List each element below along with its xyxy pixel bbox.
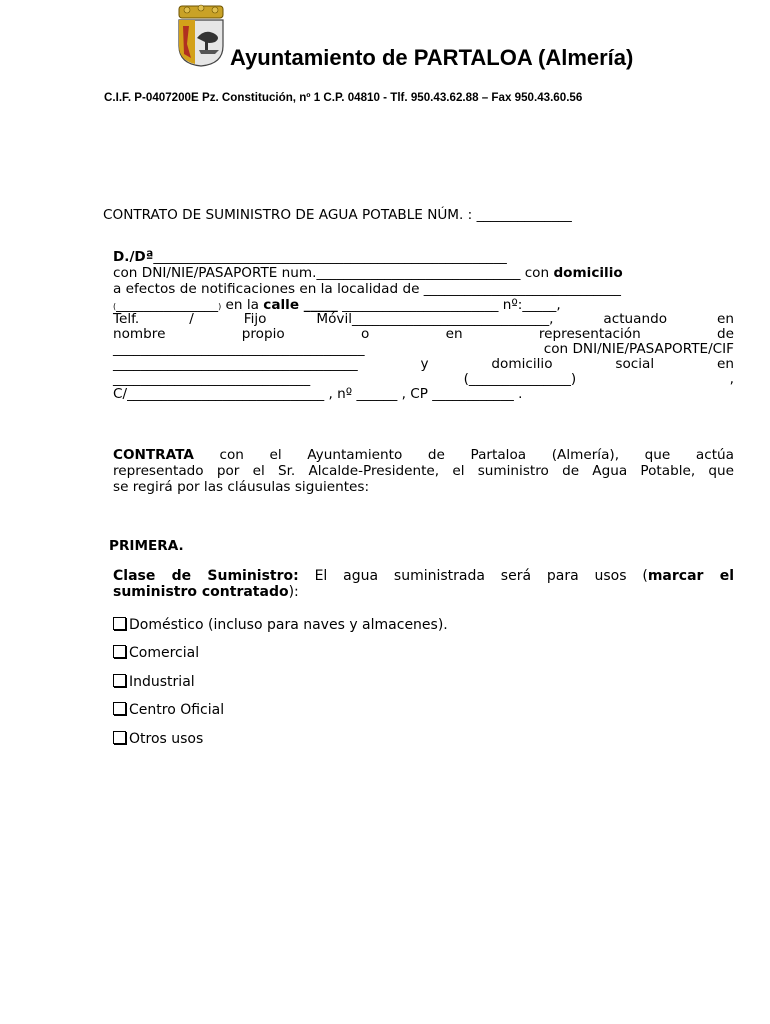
word: y (420, 356, 429, 372)
checkbox-icon[interactable] (113, 702, 126, 715)
calle-label: calle _____ (263, 297, 338, 313)
clase-paragraph (113, 568, 734, 600)
option-label: Centro Oficial (129, 702, 225, 718)
contrata-line-2: representado por el Sr. Alcalde-Presidente, el suministro de Agua Potable, que (113, 463, 734, 479)
word: en (716, 311, 734, 327)
domicilio-label: domicilio (553, 265, 623, 281)
word: de (717, 326, 734, 342)
checkbox-icon[interactable] (113, 731, 126, 744)
paren-blank: _______________ (116, 297, 219, 313)
checkbox-icon[interactable] (113, 674, 126, 687)
word: representación (538, 326, 641, 342)
word: Fijo (243, 311, 267, 327)
checkbox-icon[interactable] (113, 645, 126, 658)
word: domicilio (491, 356, 553, 372)
option-industrial[interactable] (113, 674, 195, 690)
contract-heading: CONTRATO DE SUMINISTRO DE AGUA POTABLE NÚM. : ______________ (103, 207, 572, 223)
word: _____________________________ (113, 371, 311, 387)
dom-line (113, 356, 734, 372)
primera-label: PRIMERA. (109, 538, 184, 554)
clause-title (109, 538, 184, 554)
option-domestico[interactable] (113, 617, 448, 633)
contrata-text: con el Ayuntamiento de Partaloa (Almería), que actúa (193, 447, 734, 463)
telf-line (113, 311, 734, 327)
calle-rest: _______________________ nº:_____, (337, 297, 561, 313)
notif-line: a efectos de notificaciones en la localidad de _____________________________ (113, 281, 621, 297)
contrata-line-3: se regirá por las cláusulas siguientes: (113, 479, 370, 495)
clase-bold: Clase de Suministro: (113, 568, 299, 584)
word: , (729, 371, 734, 387)
option-centro-oficial[interactable] (113, 702, 224, 718)
word: social (615, 356, 655, 372)
name-blank: ____________________________________________________ (153, 249, 507, 265)
checkbox-icon[interactable] (113, 617, 126, 630)
word: propio (241, 326, 285, 342)
word: o (361, 326, 370, 342)
word: / (189, 311, 194, 327)
municipal-crest (175, 4, 227, 68)
dni-text: con DNI/NIE/PASAPORTE num.______________________________ con (113, 265, 550, 281)
option-label: Industrial (129, 674, 195, 690)
word: _____________________________________ (113, 341, 365, 357)
paren-open: ( (113, 302, 117, 311)
contact-info: C.I.F. P-0407200E Pz. Constitución, nº 1 C.P. 04810 - Tlf. 950.43.62.88 – Fax 950.43.60.56 (104, 91, 583, 104)
dni-line (113, 265, 623, 281)
word: Móvil_____________________________, (316, 311, 554, 327)
en-la-text: en la (221, 297, 264, 313)
rep-line (113, 341, 734, 357)
option-otros-usos[interactable] (113, 731, 203, 747)
word: en (716, 356, 734, 372)
contrata-paragraph (113, 447, 734, 495)
option-label: Doméstico (incluso para naves y almacenes). (129, 617, 448, 633)
word: Telf. (113, 311, 140, 327)
word: (_______________) (463, 371, 577, 387)
d-label: D./Dª (113, 249, 154, 265)
paren-close: ) (218, 302, 222, 311)
word: con DNI/NIE/PASAPORTE/CIF (543, 341, 734, 357)
nombre-line (113, 326, 734, 342)
word: en (445, 326, 463, 342)
word: ____________________________________ (113, 356, 358, 372)
line2-end: ): (288, 584, 299, 600)
option-label: Comercial (129, 645, 200, 661)
suministro-bold: suministro contratado (113, 584, 289, 600)
option-comercial[interactable] (113, 645, 199, 661)
word: nombre (113, 326, 166, 342)
page-title: Ayuntamiento de PARTALOA (Almería) (230, 45, 634, 70)
clase-text: El agua suministrada será para usos ( (298, 568, 648, 584)
word: actuando (603, 311, 668, 327)
name-line (113, 249, 507, 265)
contrata-bold: CONTRATA (113, 447, 194, 463)
option-label: Otros usos (129, 731, 204, 747)
paren-line (113, 371, 734, 387)
marcar-bold: marcar el (647, 568, 734, 584)
address-line: C/_____________________________ , nº ______ , CP ____________ . (113, 386, 523, 402)
